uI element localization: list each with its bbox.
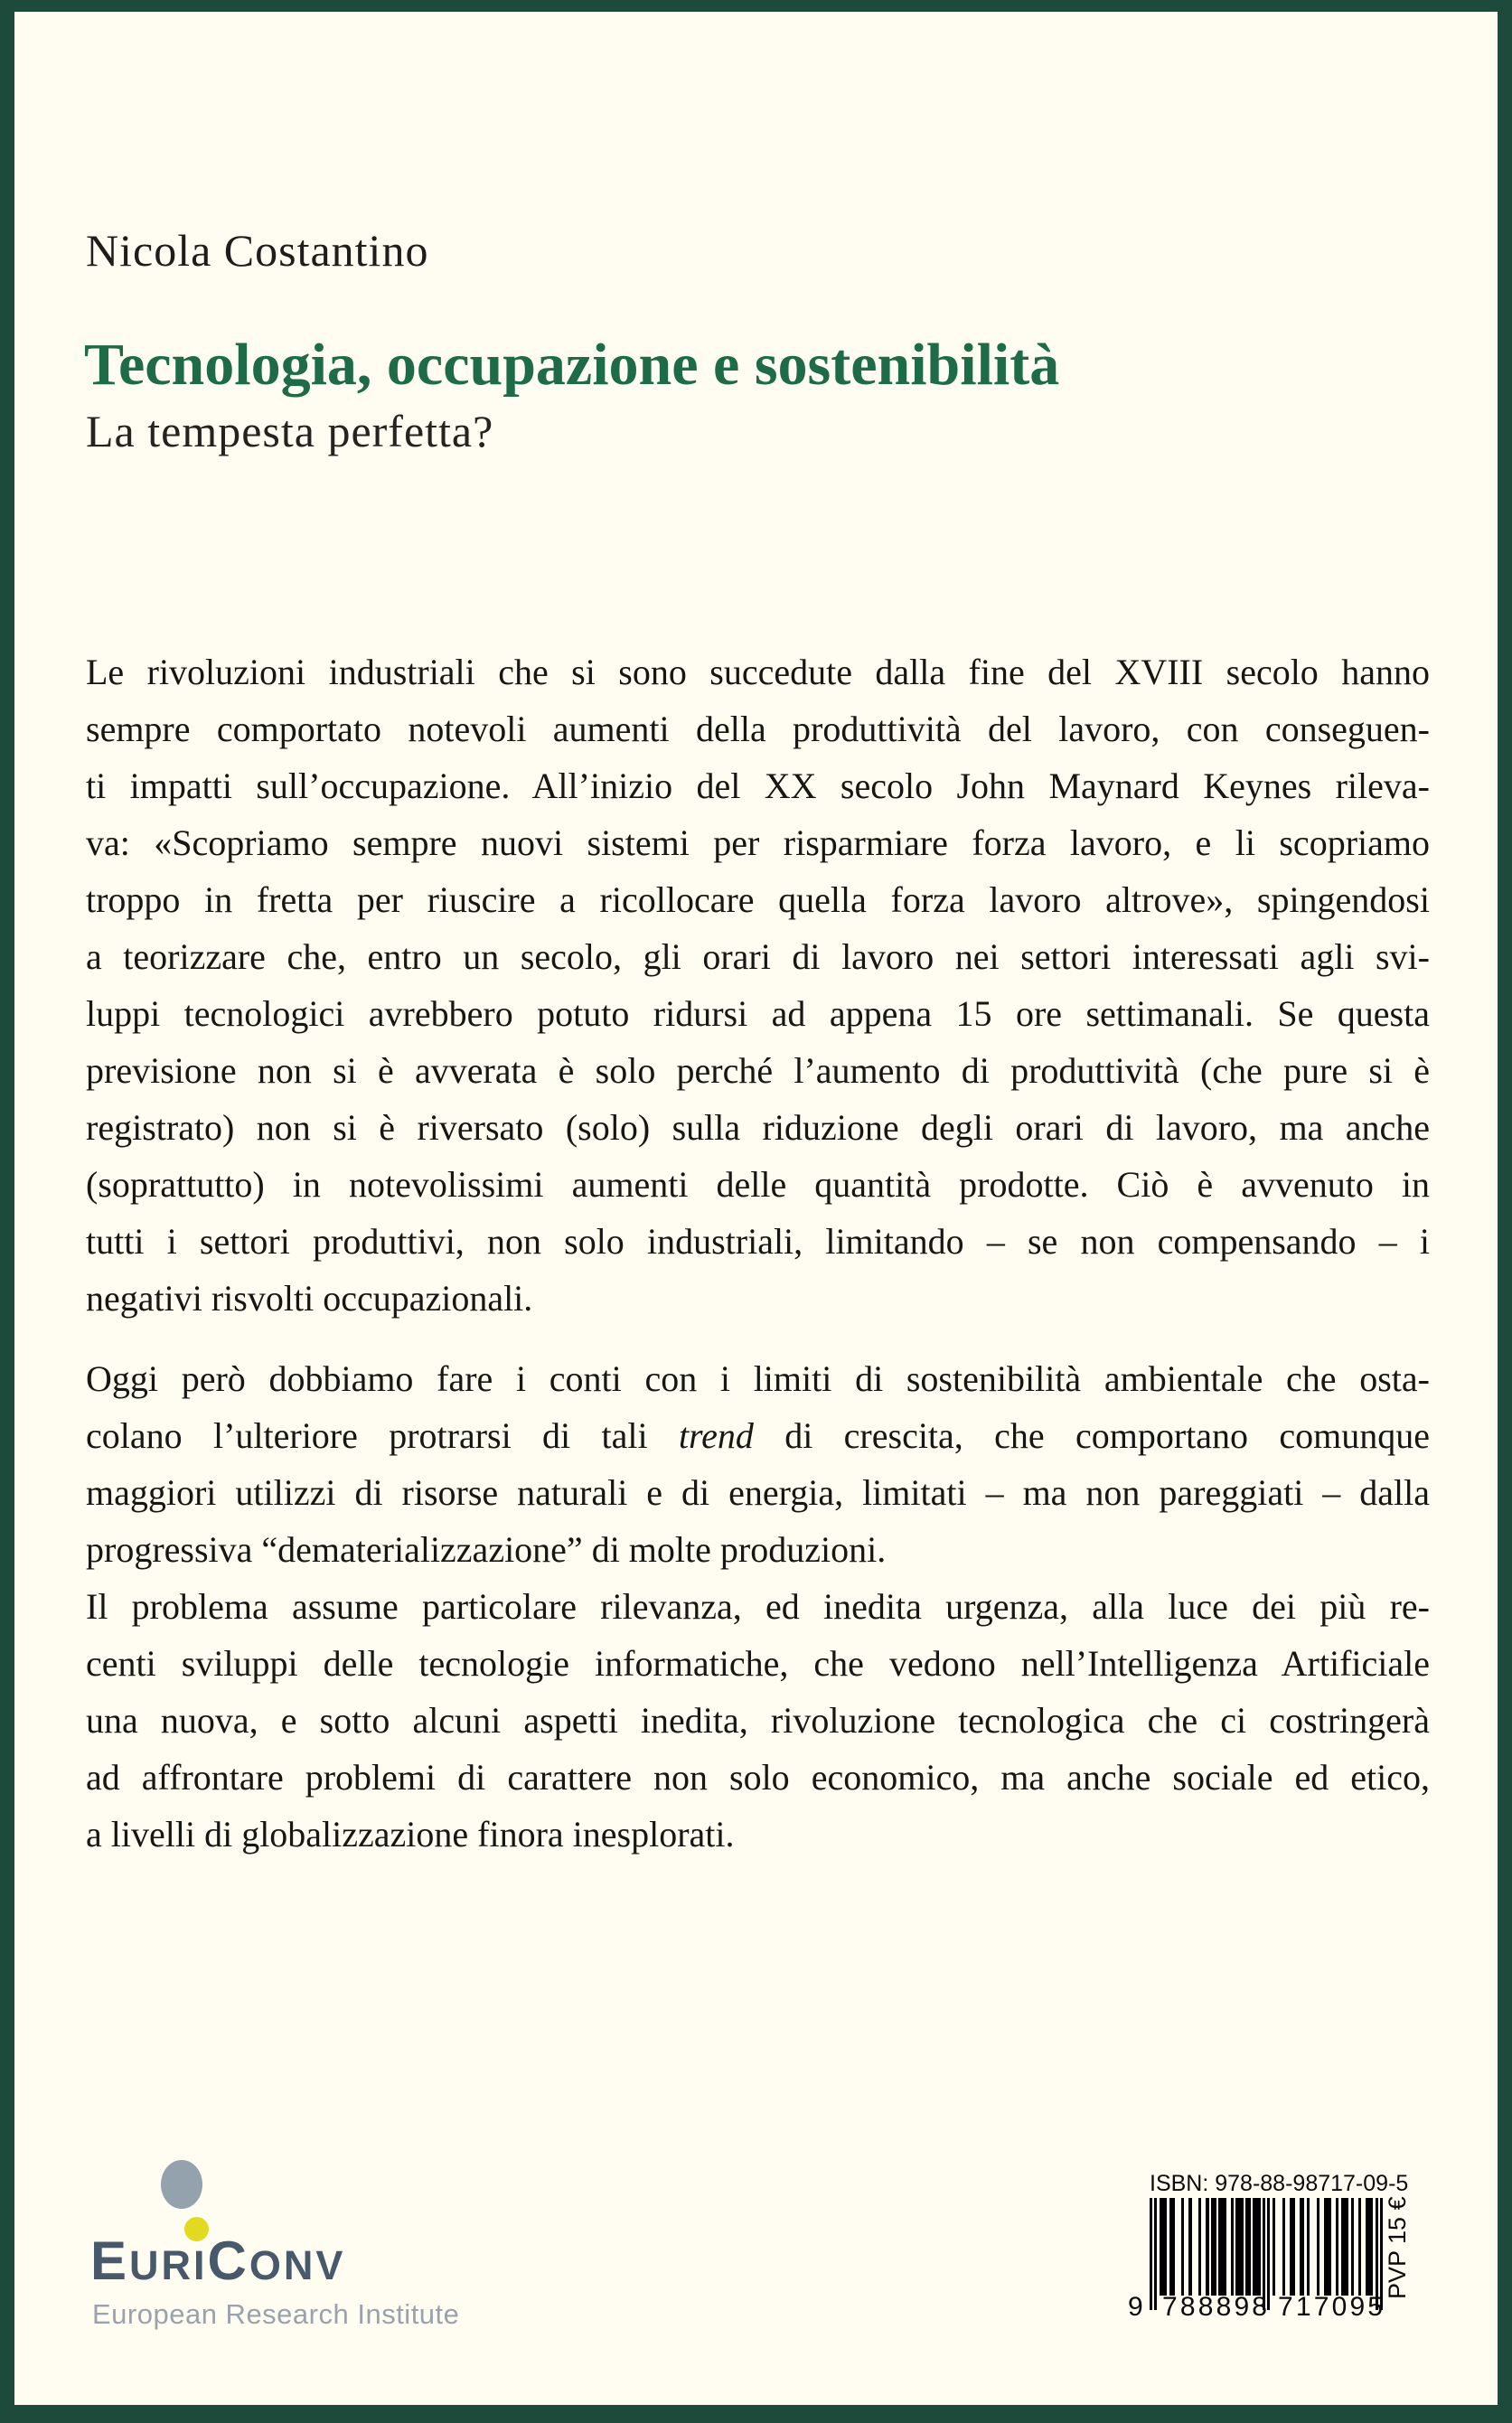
body-line: negativi risvolti occupazionali. xyxy=(86,1278,533,1319)
wordmark-letters: C xyxy=(207,2230,249,2291)
barcode-bar xyxy=(1206,2198,1208,2296)
barcode-bar xyxy=(1358,2198,1361,2296)
ean-digit: 5 xyxy=(1367,2292,1383,2322)
wordmark-letters: ONV xyxy=(249,2242,346,2288)
barcode-bar xyxy=(1188,2198,1191,2296)
barcode-bar xyxy=(1181,2198,1184,2296)
cover-border-left xyxy=(0,0,14,2423)
logo-tagline: European Research Institute xyxy=(92,2298,460,2330)
barcode-bar xyxy=(1273,2198,1275,2296)
barcode-bar xyxy=(1346,2198,1348,2296)
body-line: ad affrontare problemi di carattere non solo economico, ma anche sociale ed etico, xyxy=(86,1757,1430,1798)
logo-wordmark xyxy=(90,2230,346,2291)
barcode-bar xyxy=(1370,2198,1373,2296)
paragraph xyxy=(86,1578,1430,1863)
ean-digit: 7 xyxy=(1313,2292,1329,2322)
ean-digit: 8 xyxy=(1179,2292,1196,2322)
barcode-bar xyxy=(1307,2198,1310,2296)
barcode-bar xyxy=(1223,2198,1226,2296)
barcode-bar xyxy=(1257,2198,1260,2296)
barcode-bar xyxy=(1292,2198,1295,2296)
barcode-bar xyxy=(1198,2198,1201,2296)
cover-border-right xyxy=(1498,0,1512,2423)
book-subtitle: La tempesta perfetta? xyxy=(86,406,494,456)
body-line: tutti i settori produttivi, non solo industriali, limitando – se non compensando – i xyxy=(86,1221,1430,1262)
book-title: Tecnologia, occupazione e sostenibilità xyxy=(84,332,1060,398)
body-line: ti impatti sull’occupazione. All’inizio del XX secolo John Maynard Keynes rileva- xyxy=(86,765,1430,806)
body-line: troppo in fretta per riuscire a ricollocare quella forza lavoro altrove», spingendosi xyxy=(86,879,1430,920)
ean-left-group xyxy=(1162,2292,1267,2323)
body-line: a teorizzare che, entro un secolo, gli orari di lavoro nei settori interessati agli svi- xyxy=(86,936,1430,977)
barcode-bar xyxy=(1240,2198,1243,2296)
ean-digit: 9 xyxy=(1234,2292,1250,2322)
author-name: Nicola Costantino xyxy=(86,225,429,276)
logo-gray-dot-icon xyxy=(161,2160,202,2209)
ean13-digits xyxy=(1128,2292,1383,2323)
isbn-block xyxy=(1125,2171,1432,2343)
barcode-bar xyxy=(1248,2198,1251,2296)
barcode-bar xyxy=(1282,2198,1285,2296)
ean-first-digit: 9 xyxy=(1128,2292,1143,2322)
ean-digit: 9 xyxy=(1349,2292,1366,2322)
body-line: maggiori utilizzi di risorse naturali e di energia, limitati – ma non pareggiati – dalla xyxy=(86,1472,1430,1513)
body-line: registrato) non si è riversato (solo) sulla riduzione degli orari di lavoro, ma anche xyxy=(86,1107,1430,1148)
cover-border-bottom xyxy=(0,2405,1512,2423)
euriconv-logo xyxy=(90,2155,460,2345)
wordmark-letters: E xyxy=(90,2230,130,2291)
body-line: sempre comportato notevoli aumenti della produttività del lavoro, con conseguen- xyxy=(86,709,1430,749)
barcode-bar xyxy=(1329,2198,1331,2296)
barcode-bar xyxy=(1214,2198,1216,2296)
barcode-bar xyxy=(1351,2198,1354,2296)
body-line: Oggi però dobbiamo fare i conti con i limiti di sostenibilità ambientale che osta- xyxy=(86,1358,1430,1399)
paragraph xyxy=(86,1350,1430,1578)
body-line: una nuova, e sotto alcuni aspetti inedita, rivoluzione tecnologica che ci costringerà xyxy=(86,1700,1430,1741)
back-cover-blurb xyxy=(86,643,1430,1863)
body-line: a livelli di globalizzazione finora inesplorati. xyxy=(86,1814,735,1855)
ean-digit: 7 xyxy=(1278,2292,1293,2322)
body-line: centi sviluppi delle tecnologie informatiche, che vedono nell’Intelligenza Artificiale xyxy=(86,1643,1430,1684)
body-line: Le rivoluzioni industriali che si sono succedute dalla fine del XVIII secolo hanno xyxy=(86,652,1430,692)
barcode-bar xyxy=(1301,2198,1304,2296)
ean-digit: 7 xyxy=(1162,2292,1178,2322)
barcode-bar xyxy=(1164,2198,1167,2296)
ean-digit: 1 xyxy=(1295,2292,1311,2322)
barcode-bar xyxy=(1171,2198,1174,2296)
cover-border-top xyxy=(0,0,1512,12)
isbn-number: ISBN: 978-88-98717-09-5 xyxy=(1150,2171,1409,2196)
ean-digit: 8 xyxy=(1252,2292,1267,2322)
barcode-bar xyxy=(1231,2198,1234,2296)
price-label: PVP 15 € xyxy=(1384,2196,1411,2299)
barcode-bar xyxy=(1317,2198,1319,2296)
body-line: Il problema assume particolare rilevanza, ed inedita urgenza, alla luce dei più re- xyxy=(86,1586,1430,1627)
body-line: va: «Scopriamo sempre nuovi sistemi per risparmiare forza lavoro, e li scopriamo xyxy=(86,822,1430,863)
ean-digit: 8 xyxy=(1197,2292,1214,2322)
wordmark-letters: URI xyxy=(129,2242,208,2288)
barcode-bar xyxy=(1336,2198,1338,2296)
body-line: progressiva “dematerializzazione” di molte produzioni. xyxy=(86,1529,887,1570)
body-line: previsione non si è avverata è solo perché l’aumento di produttività (che pure si è xyxy=(86,1050,1430,1091)
body-line: (soprattutto) in notevolissimi aumenti delle quantità prodotte. Ciò è avvenuto in xyxy=(86,1164,1430,1205)
ean-digit: 8 xyxy=(1216,2292,1232,2322)
ean-right-group xyxy=(1278,2292,1383,2323)
paragraph xyxy=(86,643,1430,1327)
body-line: luppi tecnologici avrebbero potuto ridursi ad appena 15 ore settimanali. Se questa xyxy=(86,993,1430,1034)
ean-digit: 0 xyxy=(1331,2292,1348,2322)
body-line: colano l’ulteriore protrarsi di tali trend di crescita, che comportano comunque xyxy=(86,1415,1430,1456)
